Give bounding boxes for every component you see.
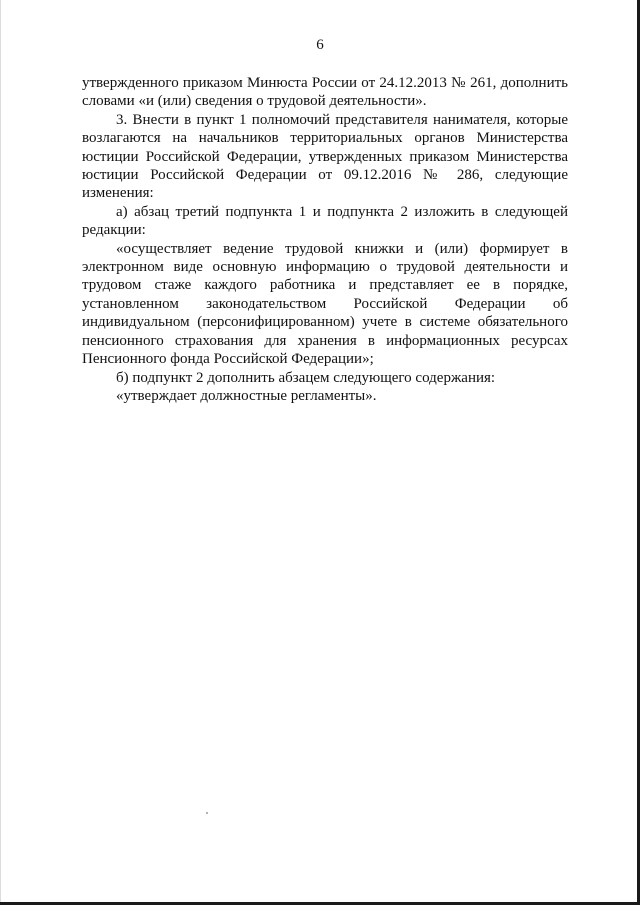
paragraph-quoted-text: «осуществляет ведение трудовой книжки и (или) формирует в электронном виде основную информацию о трудовой деятельности и трудовом стаже каждого работника и представляет ее в порядке, установленном законодательством Российской Федерации об индивидуальном (персонифицированном) учете в системе обязательного пенсионного страхования для хранения в информационных ресурсах Пенсионного фонда Российской Федерации»;: [82, 240, 568, 368]
page-number: 6: [316, 37, 324, 53]
paragraph-continuation: утвержденного приказом Минюста России от 24.12.2013 № 261, дополнить словами «и (или) сведения о трудовой деятельности».: [82, 75, 568, 110]
document-body: [82, 74, 568, 405]
paragraph-subitem-b: б) подпункт 2 дополнить абзацем следующего содержания:: [116, 369, 496, 386]
scan-edge-left: [0, 0, 1, 905]
paragraph-item-3: 3. Внести в пункт 1 полномочий представителя нанимателя, которые возлагаются на начальников территориальных органов Министерства юстиции Российской Федерации, утвержденных приказом Министерства юстиции Российской Федерации от 09.12.2016 № 286, следующие изменения:: [82, 111, 568, 202]
scan-speck: [206, 812, 208, 814]
paragraph-quoted-addition: «утверждает должностные регламенты».: [116, 387, 377, 404]
paragraph-subitem-a: а) абзац третий подпункта 1 и подпункта 2 изложить в следующей редакции:: [82, 203, 568, 239]
